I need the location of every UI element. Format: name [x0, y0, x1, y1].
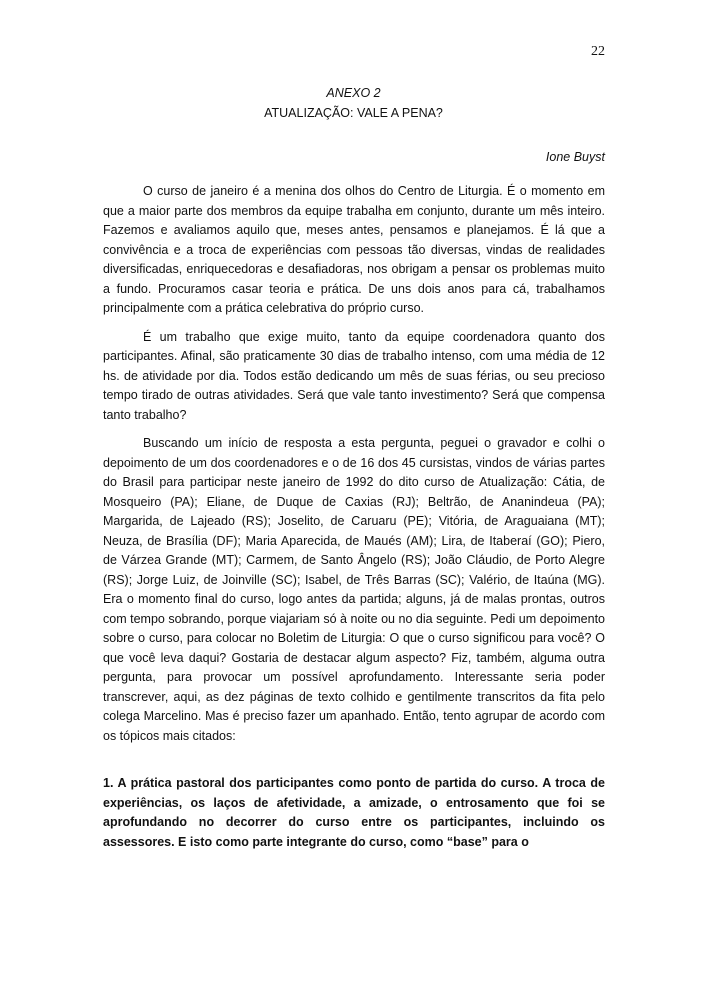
- document-body: [103, 182, 605, 861]
- paragraph-effort: É um trabalho que exige muito, tanto da equipe coordenadora quanto dos participantes. Afinal, são praticamente 30 dias de trabalho intenso, com uma média de 12 hs. de atividade por dia. Todos estão dedicando um mês de suas férias, ou seu precioso tempo tirado de outras atividades. Será que vale tanto investimento? Será que compensa tanto trabalho?: [103, 329, 605, 422]
- page-number: 22: [591, 44, 605, 59]
- annex-title: ATUALIZAÇÃO: VALE A PENA?: [264, 106, 443, 120]
- annex-label: ANEXO 2: [326, 86, 381, 100]
- paragraph-testimonies: Buscando um início de resposta a esta pergunta, peguei o gravador e colhi o depoimento de um dos coordenadores e o de 16 dos 45 cursistas, vindos de várias partes do Brasil para participar neste janeiro de 1992 do dito curso de Atualização: Cátia, de Mosqueiro (PA); Eliane, de Duque de Caxias (RJ); Beltrão, de Ananindeua (PA); Margarida, de Lajeado (RS); Joselito, de Caruaru (PE); Vitória, de Araguaiana (MT); Neuza, de Brasília (DF); Maria Aparecida, de Maués (AM); Lira, de Itaberaí (GO); Piero, de Várzea Grande (MT); Carmem, de Santo Ângelo (RS); João Cláudio, de Porto Alegre (RS); Jorge Luiz, de Joinville (SC); Isabel, de Três Barras (SC); Valério, de Itaúna (MG). Era o momento final do curso, logo antes da partida; alguns, já de malas prontas, outros com tempo sobrando, porque viajariam só à noite ou no dia seguinte. Pedi um depoimento sobre o curso, para colocar no Boletim de Liturgia: O que o curso significou para você? O que você leva daqui? Gostaria de destacar algum aspecto? Fiz, também, alguma outra pergunta, para provocar um possível aprofundamento. Interessante seria poder transcrever, aqui, as dez páginas de texto colhido e gentilmente transcritos da fita pelo colega Marcelino. Mas é preciso fazer um apanhado. Então, tento agrupar de acordo com os tópicos mais citados:: [103, 436, 605, 743]
- author-name: Ione Buyst: [545, 150, 605, 164]
- paragraph-intro: O curso de janeiro é a menina dos olhos do Centro de Liturgia. É o momento em que a maior parte dos membros da equipe trabalha em conjunto, durante um mês inteiro. Fazemos e avaliamos aquilo que, meses antes, pensamos e planejamos. É lá que a convivência e a troca de experiências com pessoas tão diversas, vindas de realidades diversificadas, enriquecedoras e desafiadoras, nos obrigam a pensar os problemas muito a fundo. Procuramos casar teoria e prática. De uns dois anos para cá, trabalhamos principalmente com a prática celebrativa do próprio curso.: [103, 184, 605, 315]
- section-heading-1: 1. A prática pastoral dos participantes como ponto de partida do curso. A troca de experiências, os laços de afetividade, a amizade, o entrosamento que foi se aprofundando no decorrer do curso entre os participantes, incluindo os assessores. E isto como parte integrante do curso, como “base” para o: [103, 776, 605, 849]
